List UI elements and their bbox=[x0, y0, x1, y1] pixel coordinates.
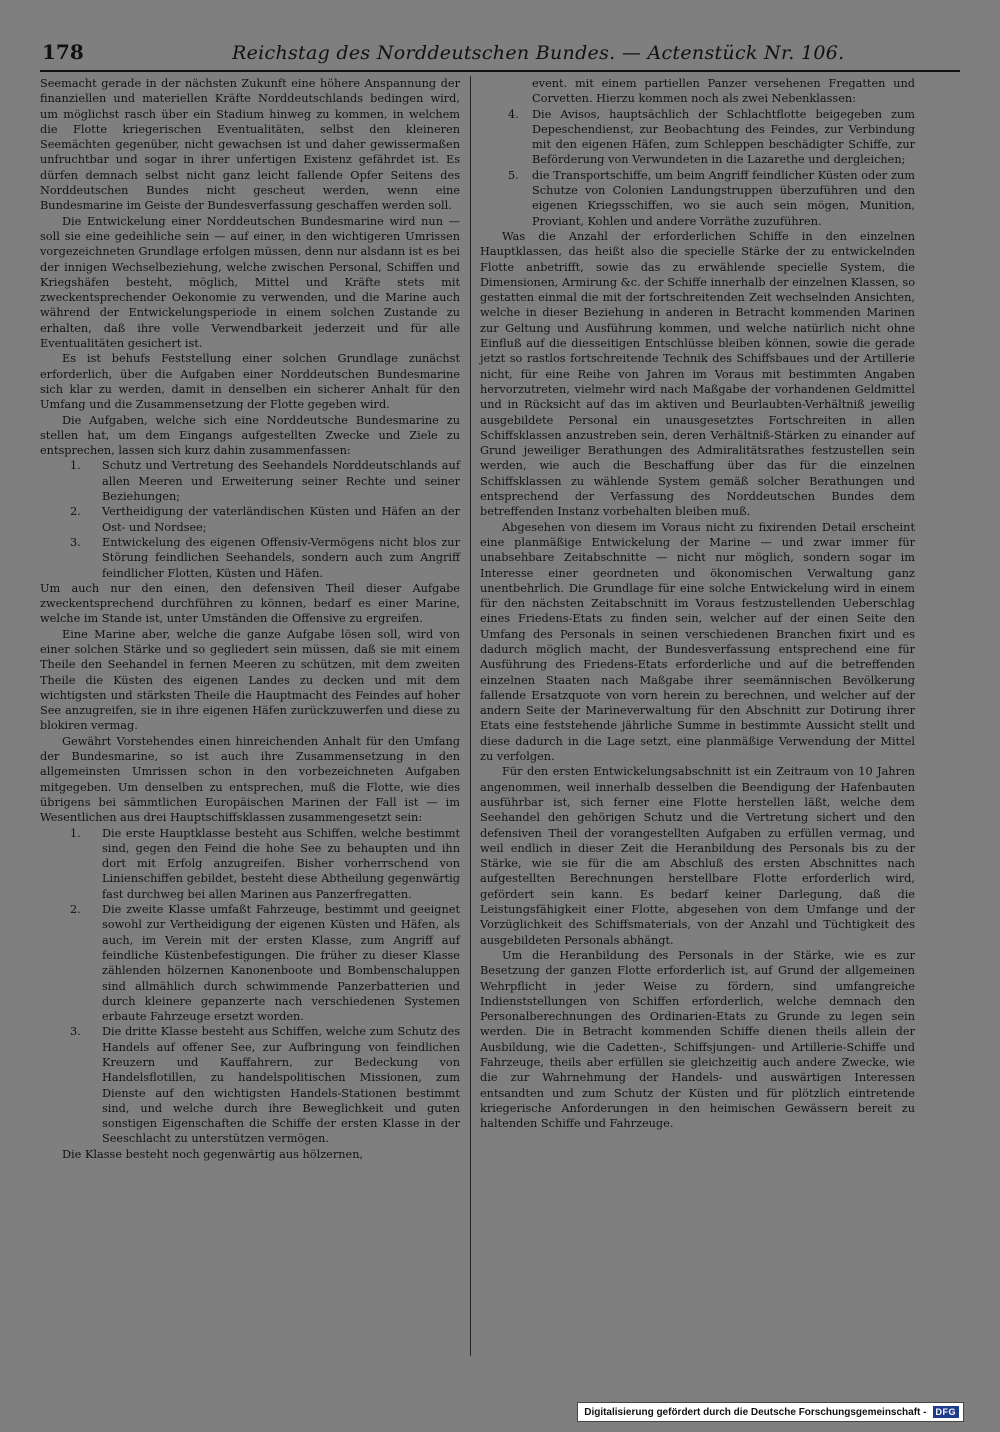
paragraph: Es ist behufs Feststellung einer solchen Grundlage zunächst erforderlich, über die Aufgaben einer Norddeutschen Bundesmarine sich klar zu werden, damit in denselben ein sicherer Anhalt für den Umfang und die Zusammensetzung der Flotte gegeben wird. bbox=[40, 352, 460, 412]
paragraph: Die Aufgaben, welche sich eine Norddeutsche Bundesmarine zu stellen hat, um dem Eingangs aufgestellten Zwecke und Ziele zu entsprechen, lassen sich kurz dahin zusammenfassen: bbox=[40, 413, 460, 458]
paragraph: Seemacht gerade in der nächsten Zukunft eine höhere Anspannung der finanziellen und materiellen Kräfte Norddeutschlands bedingen wird, um möglichst rasch über ein Stadium hinweg zu kommen, in welchem die Flotte kriegerischen Eventualitäten, selbst den kleineren Seemächten gegenüber, nicht gewachsen ist und daher gewissermaßen unfruchtbar und sogar in ihrer unfertigen Existenz gefährdet ist. Es dürfen demnach selbst nicht ganz leicht fallende Opfer Seitens des Norddeutschen Bundes nicht gescheut werden, wenn eine Bundesmarine im Geiste der Bundesverfassung geschaffen werden soll. bbox=[40, 77, 460, 213]
paragraph: Die Klasse besteht noch gegenwärtig aus hölzernen, bbox=[62, 1147, 364, 1161]
task-list bbox=[40, 458, 460, 580]
column-divider bbox=[470, 76, 471, 1356]
list-text: Die dritte Klasse besteht aus Schiffen, welche zum Schutz des Handels auf offener See, zur Aufbringung von feindlichen Kreuzern und Kauffahrern, zur Bedeckung von Handelsflotillen, zu handelspolitischen Missionen, zum Dienste auf den wichtigsten Handels-Stationen bestimmt sind, und welche durch ihre Beweglichkeit und guten sonstigen Eigenschaften die Schiffe der ersten Klasse in der Seeschlacht zu unterstützen vermögen. bbox=[102, 1025, 460, 1146]
list-text: Schutz und Vertretung des Seehandels Norddeutschlands auf allen Meeren und Erweiterung seiner Rechte und seiner Beziehungen; bbox=[102, 459, 460, 504]
list-item bbox=[40, 1024, 460, 1146]
list-text: Die zweite Klasse umfaßt Fahrzeuge, bestimmt und geeignet sowohl zur Vertheidigung der eigenen Küsten und Häfen, als auch, im Verein mit der ersten Klasse, zum Angriff auf feindliche Küstenbefestigungen. Die früher zu dieser Klasse zählenden hölzernen Kanonenboote und Bombenschaluppen sind allmählich durch schwimmende Panzerbatterien und durch kleinere gepanzerte nach verschiedenen Systemen erbaute Fahrzeuge ersetzt worden. bbox=[102, 903, 460, 1024]
paragraph: event. mit einem partiellen Panzer versehenen Fregatten und Corvetten. Hierzu kommen noch als zwei Nebenklassen: bbox=[532, 77, 915, 106]
paragraph: Um die Heranbildung des Personals in der Stärke, wie es zur Besetzung der ganzen Flotte erforderlich ist, auf Grund der allgemeinen Wehrpflicht in jeder Weise zu fördern, sind umfangreiche Indienststellungen von Schiffen erforderlich, welche demnach den Personalberechnungen des Ordinarien-Etats zu Grunde zu legen sein werden. Die in Betracht kommenden Schiffe dienen theils allein der Ausbildung, wie die Cadetten-, Schiffsjungen- und Artillerie-Schiffe und Fahrzeuge, theils aber erfüllen sie gleichzeitig auch andere Zwecke, wie die zur Wahrnehmung der Handels- und auswärtigen Interessen entsandten und zum Schutz der Küsten und für plötzlich eintretende kriegerische Anforderungen in den heimischen Gewässern bereit zu haltenden Schiffe und Fahrzeuge. bbox=[480, 948, 915, 1131]
list-text: die Transportschiffe, um beim Angriff feindlicher Küsten oder zum Schutze von Colonien Landungstruppen überzuführen und den eigenen Kriegsschiffen, wo sie auch sein mögen, Munition, Proviant, Kohlen und andere Vorräthe zuzuführen. bbox=[532, 168, 915, 228]
list-number: 5. bbox=[508, 168, 519, 182]
paragraph: Abgesehen von diesem im Voraus nicht zu fixirenden Detail erscheint eine planmäßige Entwickelung der Marine — und zwar immer für unabsehbare Zeitabschnitte — nicht nur möglich, sondern sogar im Interesse einer geordneten und ökonomischen Verwaltung ganz unentbehrlich. Die Grundlage für eine solche Entwickelung wird in einem für den nächsten Zeitabschnitt im Voraus festzustellenden Ueberschlag eines Friedens-Etats zu finden sein, welcher auf der einen Seite den Umfang des Personals in seinen verschiedenen Branchen fixirt und es dadurch möglich macht, der Bundesverfassung entsprechend eine für Ausführung des Friedens-Etats erforderliche und auf die betreffenden einzelnen Staaten nach Maßgabe ihrer seemännischen Bevölkerung fallende Ersatzquote von vorn herein zu berechnen, und welcher auf der andern Seite der Marineverwaltung für den Abschnitt zur Dotirung ihrer Etats eine feststehende jährliche Summe in bestimmte Aussicht stellt und diese dadurch in die Lage setzt, eine planmäßige Verwendung der Mittel zu verfolgen. bbox=[480, 520, 915, 764]
page-number: 178 bbox=[42, 40, 84, 64]
list-text: Die Avisos, hauptsächlich der Schlachtflotte beigegeben zum Depeschendienst, zur Beobachtung des Feindes, zur Verbindung mit den eigenen Häfen, zum Schleppen beschädigter Schiffe, zur Beförderung von Verwundeten in die Lazarethe und dergleichen; bbox=[532, 107, 915, 167]
credit-text: Digitalisierung gefördert durch die Deutsche Forschungsgemeinschaft - bbox=[584, 1406, 927, 1418]
list-number: 2. bbox=[70, 903, 81, 917]
list-item bbox=[40, 902, 460, 1024]
list-number: 2. bbox=[70, 505, 81, 519]
paragraph: Um auch nur den einen, den defensiven Theil dieser Aufgabe zweckentsprechend durchführen zu können, bedarf es einer Marine, welche im Stande ist, unter Umständen die Offensive zu ergreifen. bbox=[40, 581, 460, 626]
subclass-list bbox=[480, 107, 915, 229]
header-rule bbox=[40, 70, 960, 72]
list-text: Entwickelung des eigenen Offensiv-Vermögens nicht blos zur Störung feindlichen Seehandels, sondern auch zum Angriff feindlicher Flotten, Küsten und Häfen. bbox=[102, 535, 460, 580]
list-number: 3. bbox=[70, 1025, 81, 1039]
paragraph: Gewährt Vorstehendes einen hinreichenden Anhalt für den Umfang der Bundesmarine, so ist auch ihre Zusammensetzung in den allgemeinsten Umrissen schon in den vorbezeichneten Aufgaben mitgegeben. Um denselben zu entsprechen, muß die Flotte, wie dies übrigens bei sämmtlichen Europäischen Marinen der Fall ist — im Wesentlichen aus drei Hauptschiffsklassen zusammengesetzt sein: bbox=[40, 734, 460, 825]
list-item bbox=[480, 107, 915, 168]
list-number: 4. bbox=[508, 107, 519, 121]
list-number: 1. bbox=[70, 826, 81, 840]
left-column bbox=[40, 76, 460, 1162]
list-item bbox=[40, 458, 460, 504]
list-item bbox=[40, 826, 460, 902]
page-header bbox=[42, 40, 960, 68]
list-item bbox=[40, 504, 460, 535]
list-number: 3. bbox=[70, 535, 81, 549]
paragraph: Eine Marine aber, welche die ganze Aufgabe lösen soll, wird von einer solchen Stärke und so gegliedert sein müssen, daß sie mit einem Theile den Seehandel in fernen Meeren zu schützen, mit dem zweiten Theile die Küsten des eigenen Landes zu decken und mit dem wichtigsten und stärksten Theile die Hauptmacht des Feindes auf hoher See anzugreifen, sie in ihre eigenen Häfen zurückzuwerfen und diese zu blokiren vermag. bbox=[40, 627, 460, 733]
dfg-credit bbox=[577, 1402, 964, 1422]
dfg-logo: DFG bbox=[933, 1406, 960, 1418]
class-list bbox=[40, 826, 460, 1147]
running-title: Reichstag des Norddeutschen Bundes. — Actenstück Nr. 106. bbox=[232, 42, 845, 64]
paragraph: Für den ersten Entwickelungsabschnitt ist ein Zeitraum von 10 Jahren angenommen, weil innerhalb desselben die Beendigung der Hafenbauten ausführbar ist, sich ferner eine Flotte herstellen läßt, welche dem Seehandel den gehörigen Schutz und die Vertretung sichert und den defensiven Theil der vorangestellten Aufgaben zu erfüllen vermag, und weil endlich in dieser Zeit die Heranbildung des Personals bis zu der Stärke, wie sie für die am Abschluß des ersten Abschnittes nach aufgestellten Berechnungen herstellbare Flotte erforderlich wird, gefördert sein kann. Es bedarf keiner Darlegung, daß die Leistungsfähigkeit einer Flotte, abgesehen von dem Umfange und der Vorzüglichkeit des Schiffsmaterials, von der Anzahl und Tüchtigkeit des ausgebildeten Personals abhängt. bbox=[480, 765, 915, 947]
paragraph: Die Entwickelung einer Norddeutschen Bundesmarine wird nun — soll sie eine gedeihliche sein — auf einer, in den wichtigeren Umrissen vorgezeichneten Grundlage erfolgen müssen, denn nur alsdann ist es bei der innigen Wechselbeziehung, welche zwischen Personal, Schiffen und Kriegshäfen besteht, möglich, Mittel und Kräfte stets mit zweckentsprechender Oekonomie zu verwenden, und die Marine auch während der Entwickelungsperiode in einem solchen Zustande zu erhalten, daß ihre volle Verwendbarkeit jederzeit und für alle Eventualitäten gesichert ist. bbox=[40, 214, 460, 351]
list-item bbox=[40, 535, 460, 581]
paragraph: Was die Anzahl der erforderlichen Schiffe in den einzelnen Hauptklassen, das heißt also die specielle Stärke der zu entwickelnden Flotte anbetrifft, sowie das zu erwählende specielle System, die Dimensionen, Armirung &c. der Schiffe innerhalb der einzelnen Klassen, so gestatten einmal die mit der fortschreitenden Zeit wechselnden Ansichten, welche in dieser Beziehung in anderen in Betracht kommenden Marinen zur Geltung und Ausführung kommen, und welche natürlich nicht ohne Einfluß auf die diesseitigen Entschlüsse bleiben können, sowie die gerade jetzt so rastlos fortschreitende Technik des Schiffsbaues und der Artillerie nicht, für eine Reihe von Jahren im Voraus mit bestimmten Angaben hervorzutreten, vielmehr wird nach Maßgabe der vorhandenen Geldmittel und in Rücksicht auf das im aktiven und Beurlaubten-Verhältniß jeweilig ausgebildete Personal ein unausgesetztes Fortschreiten in allen Schiffsklassen anzustreben sein, deren Verhältniß-Stärken zu einander auf Grund jeweiliger Berathungen des Admiralitätsrathes festzustellen sein werden, wie auch die Beschaffung über das für die einzelnen Schiffsklassen zu wählende System gemäß solcher Berathungen und entsprechend der Verfassung des Norddeutschen Bundes dem betreffenden Instanz vorbehalten bleiben muß. bbox=[480, 229, 915, 519]
list-item bbox=[480, 168, 915, 229]
list-text: Die erste Hauptklasse besteht aus Schiffen, welche bestimmt sind, gegen den Feind die hohe See zu behaupten und ihn dort mit Erfolg anzugreifen. Bisher vorherrschend von Linienschiffen gebildet, besteht diese Abtheilung gegenwärtig fast durchweg bei allen Marinen aus Panzerfregatten. bbox=[102, 826, 460, 901]
list-text: Vertheidigung der vaterländischen Küsten und Häfen an der Ost- und Nordsee; bbox=[102, 505, 460, 534]
list-number: 1. bbox=[70, 459, 81, 473]
right-column bbox=[480, 76, 915, 1131]
